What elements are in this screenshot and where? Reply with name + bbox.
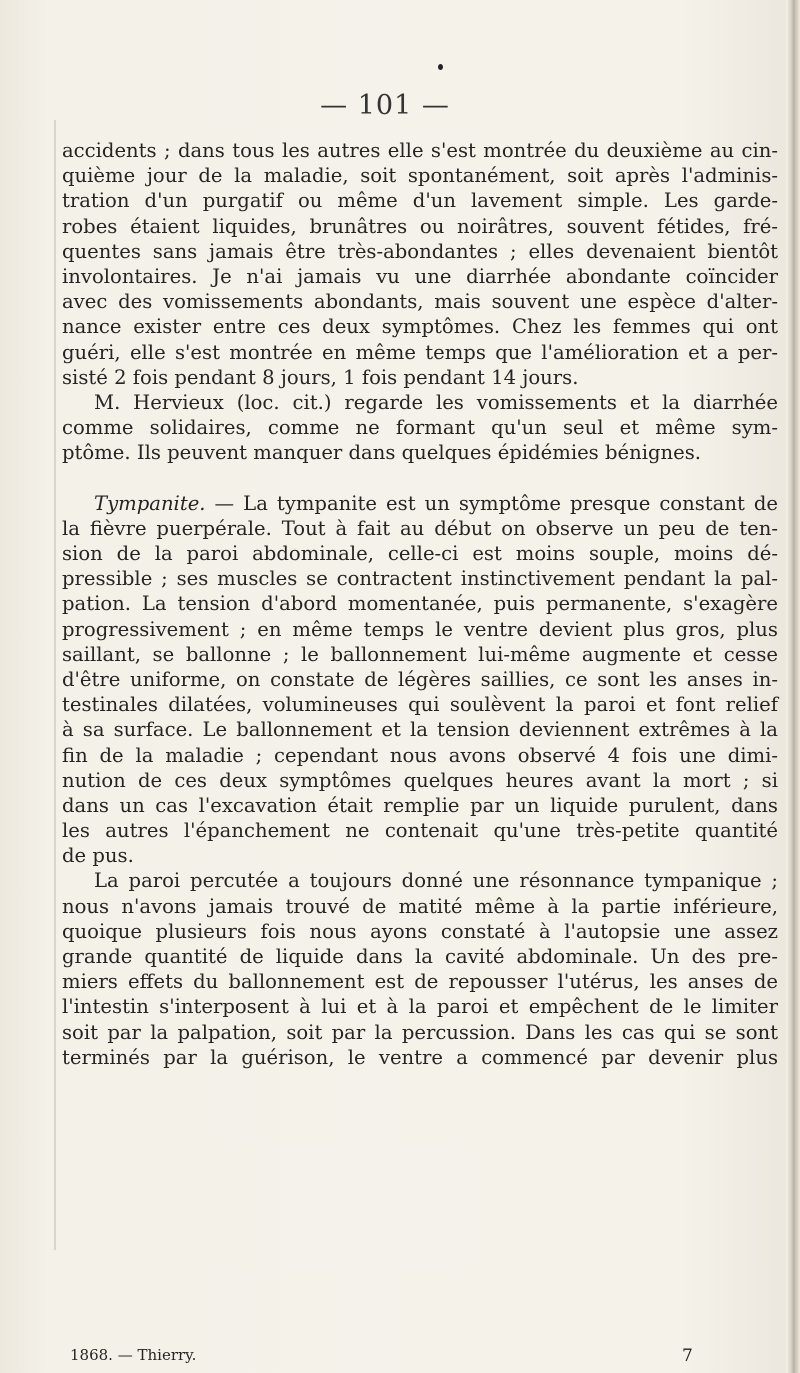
text-line: les autres l'épanchement ne contenait qu'une très-petite quantité [62, 819, 778, 843]
text-line-rest: — La tympanite est un symptôme presque constant de [205, 491, 778, 515]
text-line: l'intestin s'interposent à lui et à la paroi et empêchent de le limiter [62, 995, 778, 1019]
text-line: involontaires. Je n'ai jamais vu une diarrhée abondante coïncider [62, 264, 778, 288]
paragraph-gap [62, 465, 778, 490]
text-line: La paroi percutée a toujours donné une résonnance tympanique ; [94, 869, 778, 893]
text-line: nous n'avons jamais trouvé de matité même à la partie inférieure, [62, 894, 778, 918]
text-line: fin de la maladie ; cependant nous avons observé 4 fois une dimi- [62, 743, 778, 767]
text-line: la fièvre puerpérale. Tout à fait au début on observe un peu de ten- [62, 516, 778, 540]
text-line: quentes sans jamais être très-abondantes ; elles devenaient bientôt [62, 239, 778, 263]
text-line: de pus. [62, 844, 134, 868]
text-line: soit par la palpation, soit par la percussion. Dans les cas qui se sont [62, 1020, 778, 1044]
text-line: quoique plusieurs fois nous ayons constaté à l'autopsie une assez [62, 919, 778, 943]
text-line: guéri, elle s'est montrée en même temps que l'amélioration et a per- [62, 340, 778, 364]
text-line: pressible ; ses muscles se contractent instinctivement pendant la pal- [62, 567, 778, 591]
text-line: testinales dilatées, volumineuses qui soulèvent la paroi et font relief [62, 693, 778, 717]
text-line: progressivement ; en même temps le ventre devient plus gros, plus [62, 617, 778, 641]
text-line: M. Hervieux (loc. cit.) regarde les vomissements et la diarrhée [94, 390, 778, 414]
section-first-line [62, 491, 778, 516]
text-line: nution de ces deux symptômes quelques heures avant la mort ; si [62, 768, 778, 792]
text-line: sion de la paroi abdominale, celle-ci est moins souple, moins dé- [62, 542, 778, 565]
text-line: miers effets du ballonnement est de repousser l'utérus, les anses de [62, 970, 778, 994]
text-line: sisté 2 fois pendant 8 jours, 1 fois pendant 14 jours. [62, 365, 579, 389]
page-footer [62, 1346, 778, 1368]
text-line: robes étaient liquides, brunâtres ou noirâtres, souvent fétides, fré- [62, 214, 778, 238]
printer-imprint: 1868. — Thierry. [70, 1346, 197, 1364]
text-line: avec des vomissements abondants, mais souvent une espèce d'alter- [62, 290, 778, 314]
text-line: dans un cas l'excavation était remplie par un liquide purulent, dans [62, 793, 778, 817]
text-line: terminés par la guérison, le ventre a commencé par devenir plus [62, 1045, 778, 1069]
text-line: pation. La tension d'abord momentanée, puis permanente, s'exagère [62, 592, 778, 616]
text-line: ptôme. Ils peuvent manquer dans quelques épidémies bénignes. [62, 441, 702, 465]
text-line: saillant, se ballonne ; le ballonnement lui-même augmente et cesse [62, 642, 778, 666]
section-heading-tympanite: Tympanite. [94, 491, 206, 515]
ink-speck [438, 64, 443, 70]
text-line: grande quantité de liquide dans la cavité abdominale. Un des pre- [62, 945, 778, 968]
text-line: d'être uniforme, on constate de légères saillies, ce sont les anses in- [62, 667, 778, 691]
page-edge-shadow [786, 0, 800, 1373]
text-line: tration d'un purgatif ou même d'un lavement simple. Les garde- [62, 189, 778, 213]
text-line: nance exister entre ces deux symptômes. Chez les femmes qui ont [62, 315, 778, 339]
body-text [62, 138, 778, 1070]
text-line: quième jour de la maladie, soit spontanément, soit après l'adminis- [62, 164, 778, 188]
binding-margin-line [54, 120, 56, 1250]
text-line: à sa surface. Le ballonnement et la tension deviennent extrêmes à la [62, 718, 778, 742]
signature-mark: 7 [682, 1346, 693, 1366]
page-number: — 101 — [320, 90, 450, 121]
text-line: comme solidaires, comme ne formant qu'un seul et même sym- [62, 416, 778, 440]
text-line: accidents ; dans tous les autres elle s'est montrée du deuxième au cin- [62, 139, 778, 162]
